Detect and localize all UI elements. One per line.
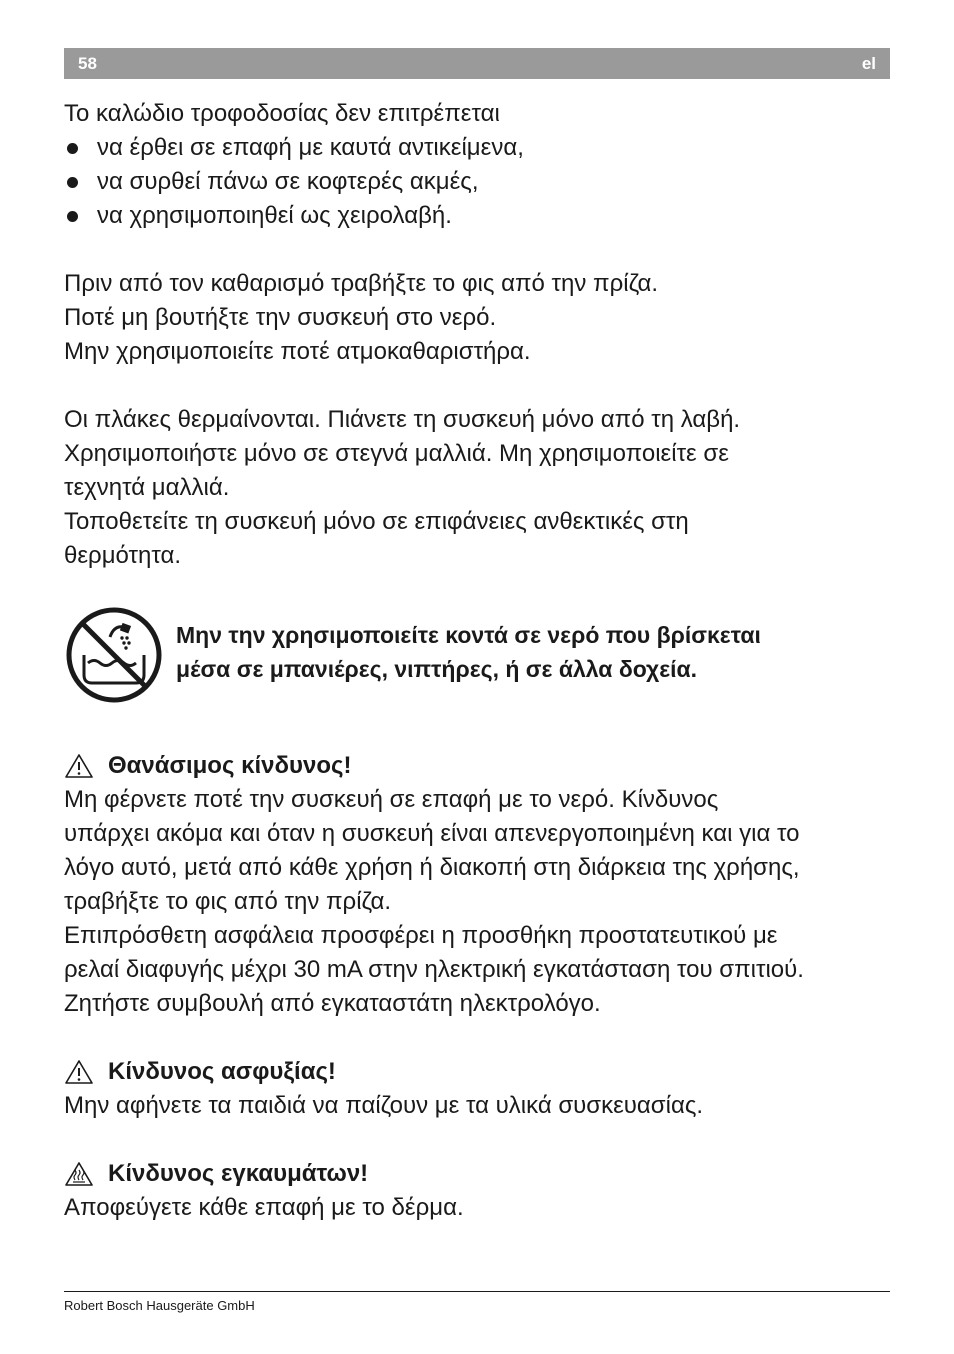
warning-title: Κίνδυνος εγκαυμάτων!	[108, 1160, 369, 1187]
cleaning-line: Μην χρησιμοποιείτε ποτέ ατμοκαθαριστήρα.	[64, 338, 531, 365]
document-body	[64, 97, 894, 1225]
warning-line: Επιπρόσθετη ασφάλεια προσφέρει η προσθήκη προστατευτικού με	[64, 922, 778, 949]
warning-triangle-icon	[64, 1059, 94, 1085]
footer-divider	[64, 1291, 890, 1292]
warning-title: Κίνδυνος ασφυξίας!	[108, 1058, 336, 1085]
warning-line: Μην αφήνετε τα παιδιά να παίζουν με τα υλικά συσκευασίας.	[64, 1092, 704, 1119]
cord-bullet-list	[64, 131, 894, 233]
water-notice-text	[176, 618, 761, 686]
warning-title: Θανάσιμος κίνδυνος!	[108, 752, 352, 779]
water-notice	[64, 607, 894, 707]
footer-company: Robert Bosch Hausgeräte GmbH	[64, 1298, 255, 1313]
notice-line: μέσα σε μπανιέρες, νιπτήρες, ή σε άλλα δοχεία.	[176, 656, 698, 682]
notice-line: Μην την χρησιμοποιείτε κοντά σε νερό που βρίσκεται	[176, 622, 761, 648]
warning-line: Μη φέρνετε ποτέ την συσκευή σε επαφή με το νερό. Κίνδυνος	[64, 786, 719, 813]
hot-surface-warning-icon	[64, 1161, 94, 1187]
usage-line: τεχνητά μαλλιά.	[64, 474, 230, 501]
language-code: el	[861, 54, 876, 73]
cord-intro: Το καλώδιο τροφοδοσίας δεν επιτρέπεται	[64, 100, 500, 127]
warning-heading-burns	[64, 1157, 894, 1191]
usage-line: θερμότητα.	[64, 542, 182, 569]
usage-line: Οι πλάκες θερμαίνονται. Πιάνετε τη συσκευή μόνο από τη λαβή.	[64, 406, 741, 433]
warning-line: Ζητήστε συμβουλή από εγκαταστάτη ηλεκτρολόγο.	[64, 990, 601, 1017]
warning-heading-suffocation	[64, 1055, 894, 1089]
warning-heading-fatal	[64, 749, 894, 783]
warning-line: ρελαί διαφυγής μέχρι 30 mA στην ηλεκτρική εγκατάσταση του σπιτιού.	[64, 956, 804, 983]
warning-line: υπάρχει ακόμα και όταν η συσκευή είναι απενεργοποιημένη και για το	[64, 820, 800, 847]
list-item: να χρησιμοποιηθεί ως χειρολαβή.	[64, 199, 894, 233]
list-item: να συρθεί πάνω σε κοφτερές ακμές,	[64, 165, 894, 199]
usage-line: Χρησιμοποιήστε μόνο σε στεγνά μαλλιά. Μη χρησιμοποιείτε σε	[64, 440, 729, 467]
list-item: να έρθει σε επαφή με καυτά αντικείμενα,	[64, 131, 894, 165]
warning-line: λόγο αυτό, μετά από κάθε χρήση ή διακοπή στη διάρκεια της χρήσης,	[64, 854, 800, 881]
warning-triangle-icon	[64, 753, 94, 779]
page-header-bar	[64, 48, 890, 79]
warning-line: τραβήξτε το φις από την πρίζα.	[64, 888, 392, 915]
cleaning-line: Ποτέ μη βουτήξτε την συσκευή στο νερό.	[64, 304, 497, 331]
page-number: 58	[78, 54, 97, 73]
cleaning-line: Πριν από τον καθαρισμό τραβήξτε το φις από την πρίζα.	[64, 270, 659, 297]
usage-line: Τοποθετείτε τη συσκευή μόνο σε επιφάνειες ανθεκτικές στη	[64, 508, 689, 535]
warning-line: Αποφεύγετε κάθε επαφή με το δέρμα.	[64, 1194, 464, 1221]
no-water-bathtub-icon	[66, 607, 162, 703]
